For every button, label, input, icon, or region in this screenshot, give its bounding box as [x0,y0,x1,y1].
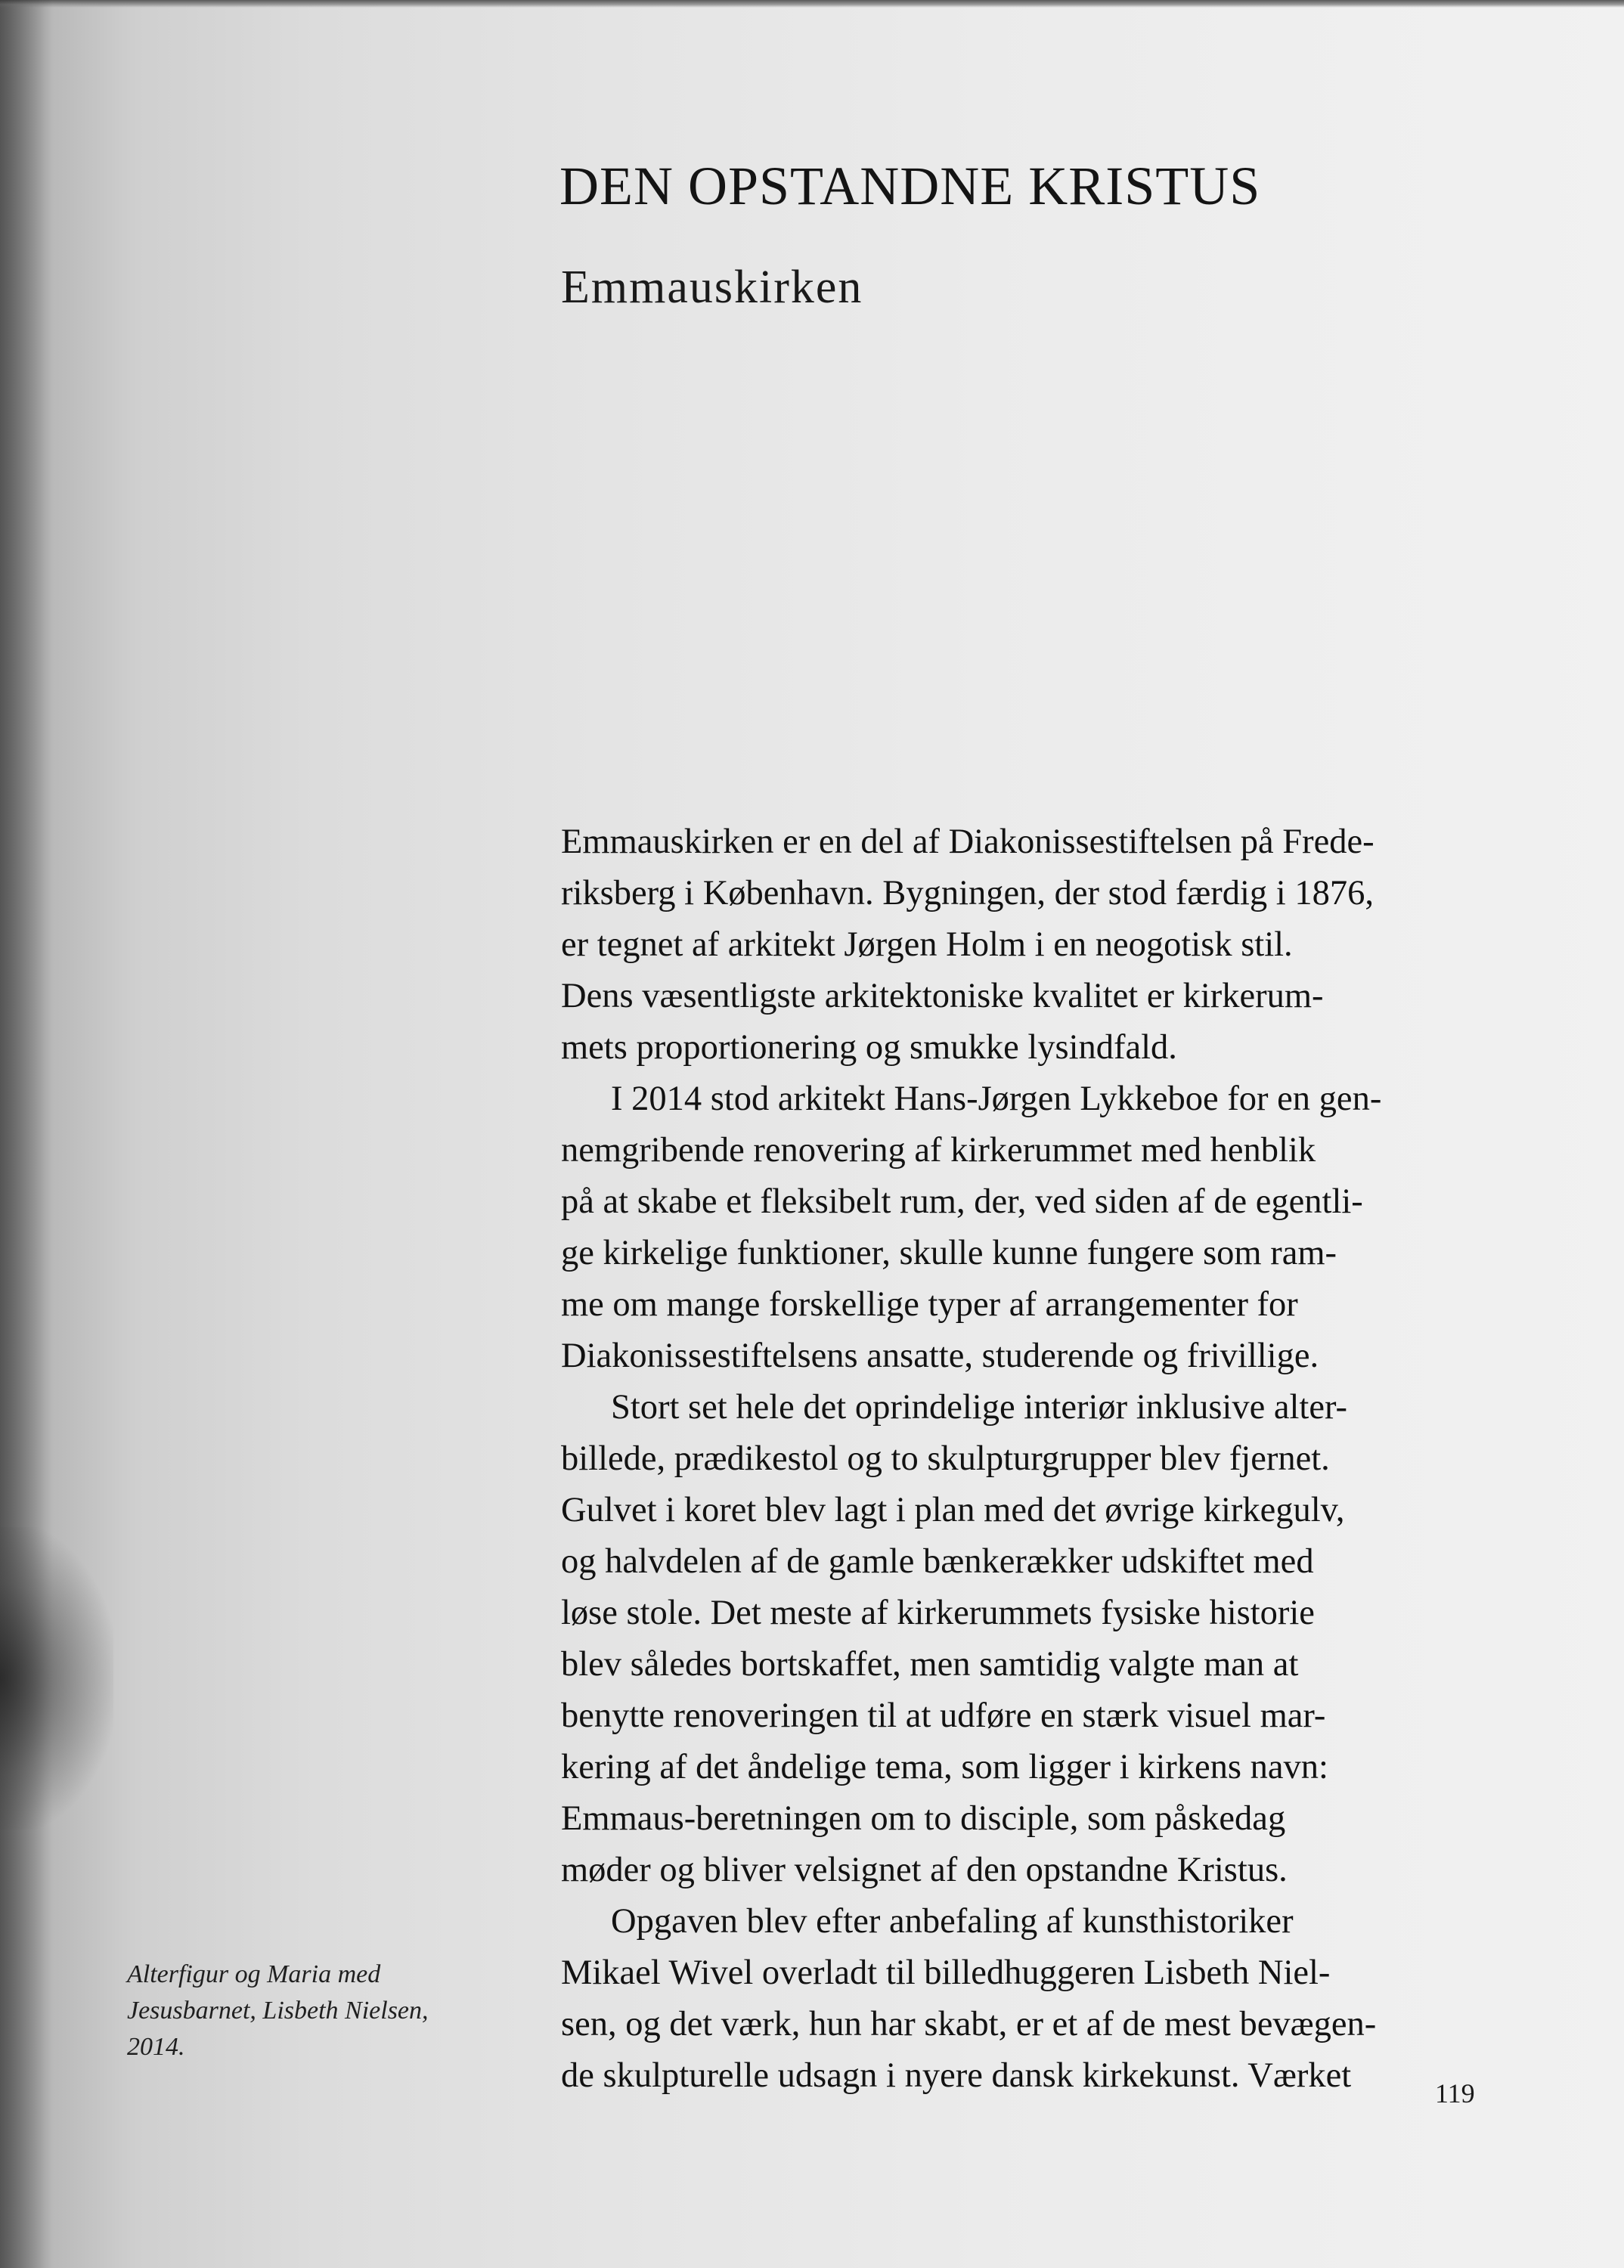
body-line: de skulpturelle udsagn i nyere dansk kirkekunst. Værket [561,2056,1352,2095]
caption-line: Alterfigur og Maria med [127,1960,381,1988]
body-line: Emmauskirken er en del af Diakonissestiftelsen på Frede- [561,823,1375,861]
body-line: benytte renoveringen til at udføre en stærk visuel mar- [561,1696,1326,1735]
body-line: Mikael Wivel overladt til billedhuggeren Lisbeth Niel- [561,1954,1331,1992]
image-caption [127,1957,429,2065]
body-line: kering af det åndelige tema, som ligger i kirkens navn: [561,1748,1328,1786]
body-line: møder og bliver velsignet af den opstandne Kristus. [561,1851,1288,1889]
body-line: Stort set hele det oprindelige interiør inklusive alter- [611,1388,1348,1427]
body-text [561,816,1498,2102]
body-line: løse stole. Det meste af kirkerummets fysiske historie [561,1594,1315,1632]
body-line: blev således bortskaffet, men samtidig valgte man at [561,1645,1299,1684]
body-line: Dens væsentligste arkitektoniske kvalitet er kirkerum- [561,977,1324,1015]
body-line: sen, og det værk, hun har skabt, er et af de mest bevægen- [561,2005,1377,2043]
body-line: Gulvet i koret blev lagt i plan med det øvrige kirkegulv, [561,1491,1345,1529]
book-gutter-shadow [0,0,53,2268]
body-line: riksberg i København. Bygningen, der stod færdig i 1876, [561,874,1374,912]
page-subtitle: Emmauskirken [561,262,863,313]
caption-line: Jesusbarnet, Lisbeth Nielsen, [127,1997,429,2025]
page-title: DEN OPSTANDNE KRISTUS [559,156,1261,216]
body-line: er tegnet af arkitekt Jørgen Holm i en neogotisk stil. [561,925,1293,964]
body-line: ge kirkelige funktioner, skulle kunne fungere som ram- [561,1234,1337,1272]
body-line: Diakonissestiftelsens ansatte, studerende og frivillige. [561,1337,1319,1375]
body-line: Emmaus-beretningen om to disciple, som påskedag [561,1799,1286,1838]
body-line: I 2014 stod arkitekt Hans-Jørgen Lykkeboe for en gen- [611,1080,1382,1118]
body-line: på at skabe et fleksibelt rum, der, ved siden af de egentli- [561,1182,1363,1221]
body-line: Opgaven blev efter anbefaling af kunsthistoriker [611,1902,1294,1941]
body-line: og halvdelen af de gamle bænkerækker udskiftet med [561,1542,1314,1581]
body-line: nemgribende renovering af kirkerummet med henblik [561,1131,1316,1170]
body-line: mets proportionering og smukke lysindfald. [561,1028,1177,1067]
body-line: billede, prædikestol og to skulpturgrupper blev fjernet. [561,1439,1330,1478]
page-top-edge [0,0,1624,8]
caption-line: 2014. [127,2033,185,2061]
page-number: 119 [1435,2078,1475,2108]
margin-shadow-blotch [0,1527,113,1830]
body-line: me om mange forskellige typer af arrangementer for [561,1285,1298,1324]
